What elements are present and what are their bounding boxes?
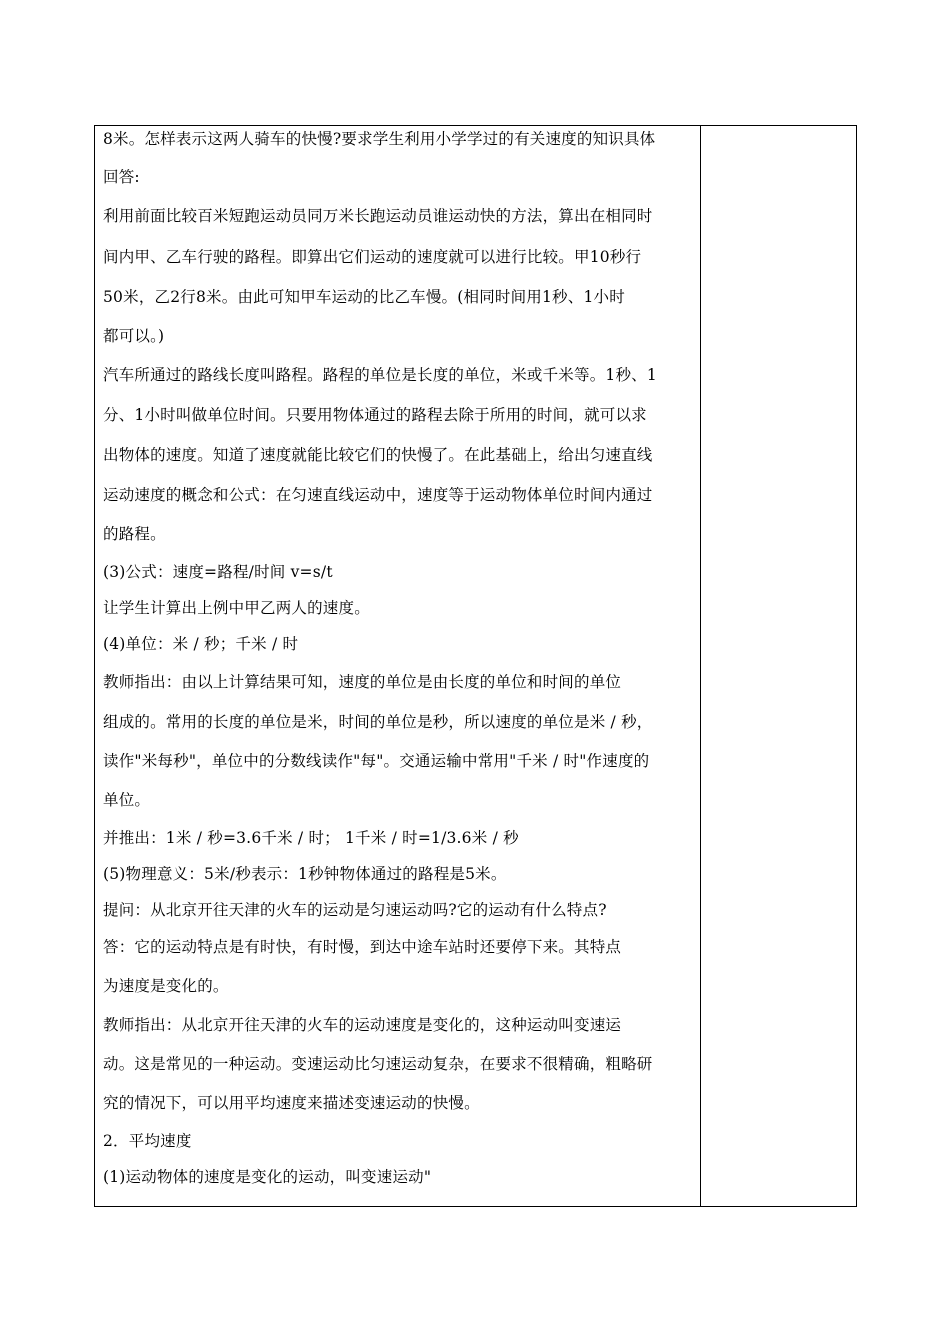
text-line: 并推出：1米 / 秒=3.6千米 / 时； 1千米 / 时=1/3.6米 / 秒 <box>103 829 519 847</box>
text-line: 2．平均速度 <box>103 1132 192 1150</box>
lesson-table <box>94 125 857 1207</box>
text-line: 都可以。) <box>103 327 165 345</box>
text-line: 读作"米每秒"，单位中的分数线读作"每"。交通运输中常用"千米 / 时"作速度的 <box>103 752 650 770</box>
text-line: 出物体的速度。知道了速度就能比较它们的快慢了。在此基础上，给出匀速直线 <box>103 446 653 464</box>
text-line: 利用前面比较百米短跑运动员同万米长跑运动员谁运动快的方法，算出在相同时 <box>103 207 653 225</box>
text-line: (1)运动物体的速度是变化的运动，叫变速运动" <box>103 1168 432 1186</box>
text-line: (5)物理意义：5米/秒表示：1秒钟物体通过的路程是5米。 <box>103 865 507 883</box>
text-line: 间内甲、乙车行驶的路程。即算出它们运动的速度就可以进行比较。甲10秒行 <box>103 248 642 266</box>
text-line: 答：它的运动特点是有时快，有时慢，到达中途车站时还要停下来。其特点 <box>103 938 622 956</box>
text-line: (4)单位：米 / 秒；千米 / 时 <box>103 635 299 653</box>
text-line: 教师指出：从北京开往天津的火车的运动速度是变化的，这种运动叫变速运 <box>103 1016 622 1034</box>
text-line: 为速度是变化的。 <box>103 977 229 995</box>
text-line: 50米，乙2行8米。由此可知甲车运动的比乙车慢。(相同时间用1秒、1小时 <box>103 288 625 306</box>
text-line: 分、1小时叫做单位时间。只要用物体通过的路程去除于所用的时间，就可以求 <box>103 406 647 424</box>
text-line: 运动速度的概念和公式：在匀速直线运动中，速度等于运动物体单位时间内通过 <box>103 486 653 504</box>
text-line: 回答: <box>103 168 140 186</box>
text-line: 8米。怎样表示这两人骑车的快慢?要求学生利用小学学过的有关速度的知识具体 <box>103 130 656 148</box>
text-line: 究的情况下，可以用平均速度来描述变速运动的快慢。 <box>103 1094 480 1112</box>
content-cell <box>95 126 701 1206</box>
text-line: 组成的。常用的长度的单位是米，时间的单位是秒，所以速度的单位是米 / 秒， <box>103 713 653 731</box>
text-line: 单位。 <box>103 791 151 809</box>
text-line: 汽车所通过的路线长度叫路程。路程的单位是长度的单位，米或千米等。1秒、1 <box>103 366 657 384</box>
text-line: 提问：从北京开往天津的火车的运动是匀速运动吗?它的运动有什么特点? <box>103 901 607 919</box>
text-line: 教师指出：由以上计算结果可知，速度的单位是由长度的单位和时间的单位 <box>103 673 622 691</box>
text-line: 让学生计算出上例中甲乙两人的速度。 <box>103 599 370 617</box>
text-line: 的路程。 <box>103 525 166 543</box>
notes-cell <box>701 126 856 1206</box>
text-line: (3)公式：速度=路程/时间 v=s/t <box>103 563 333 581</box>
text-line: 动。这是常见的一种运动。变速运动比匀速运动复杂，在要求不很精确，粗略研 <box>103 1055 653 1073</box>
